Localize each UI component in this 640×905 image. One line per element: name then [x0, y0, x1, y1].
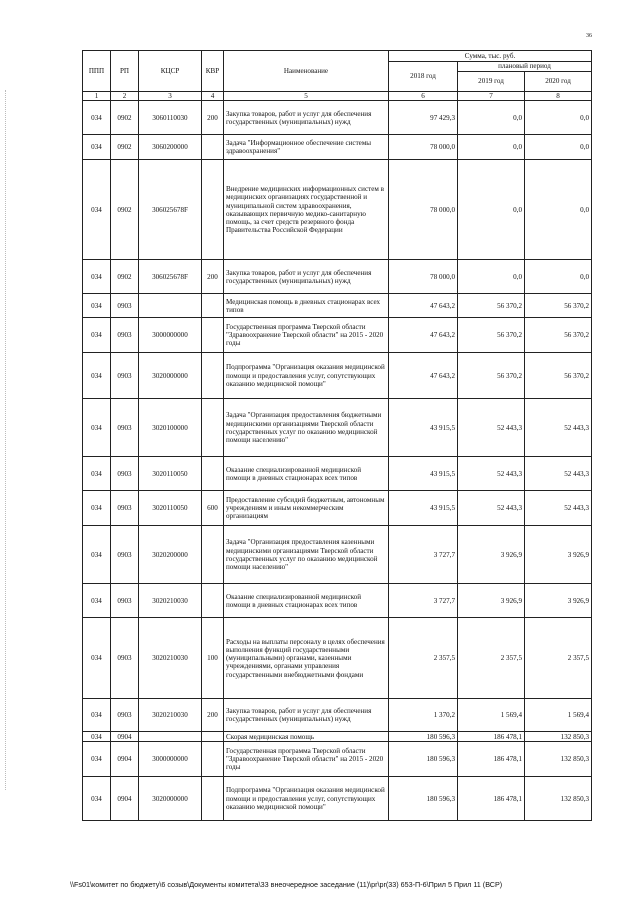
cell-ppp: 034 — [83, 584, 111, 618]
cell-name: Расходы на выплаты персоналу в целях обеспечения выполнения функций государственными (муниципальными) органами, казенными учреждениями, органами управления государственными внебюджетными фондами — [224, 618, 389, 699]
cell-rp: 0904 — [111, 777, 139, 821]
cell-kcsr: 3000000000 — [139, 742, 202, 777]
cell-2018: 180 596,3 — [389, 742, 458, 777]
cell-kcsr: 3000000000 — [139, 318, 202, 353]
cell-2020: 132 850,3 — [525, 732, 592, 742]
cell-kvr — [202, 294, 224, 318]
col-num-3: 3 — [139, 92, 202, 101]
cell-rp: 0902 — [111, 101, 139, 135]
header-2019: 2019 год — [458, 72, 525, 92]
cell-name: Подпрограмма "Организация оказания медицинской помощи и предоставления услуг, сопутствующих оказанию медицинской помощи" — [224, 777, 389, 821]
cell-2018: 78 000,0 — [389, 160, 458, 260]
cell-ppp: 034 — [83, 399, 111, 457]
cell-2018: 97 429,3 — [389, 101, 458, 135]
cell-rp: 0903 — [111, 699, 139, 732]
cell-name: Государственная программа Тверской области "Здравоохранение Тверской области" на 2015 - 2020 годы — [224, 742, 389, 777]
cell-ppp: 034 — [83, 699, 111, 732]
page-number: 36 — [586, 33, 592, 39]
header-rp: РП — [111, 51, 139, 92]
cell-kvr: 600 — [202, 491, 224, 526]
cell-rp: 0903 — [111, 294, 139, 318]
cell-name: Государственная программа Тверской области "Здравоохранение Тверской области" на 2015 - 2020 годы — [224, 318, 389, 353]
cell-kcsr: 3020210030 — [139, 699, 202, 732]
cell-ppp: 034 — [83, 732, 111, 742]
col-num-4: 4 — [202, 92, 224, 101]
cell-kvr — [202, 526, 224, 584]
cell-name: Скорая медицинская помощь — [224, 732, 389, 742]
cell-name: Закупка товаров, работ и услуг для обеспечения государственных (муниципальных) нужд — [224, 260, 389, 294]
cell-2019: 186 478,1 — [458, 732, 525, 742]
col-num-6: 6 — [389, 92, 458, 101]
table-row — [83, 101, 592, 135]
table-row — [83, 457, 592, 491]
cell-2019: 186 478,1 — [458, 777, 525, 821]
cell-2020: 0,0 — [525, 101, 592, 135]
cell-2020: 56 370,2 — [525, 353, 592, 399]
cell-2020: 56 370,2 — [525, 318, 592, 353]
header-kvr: КВР — [202, 51, 224, 92]
cell-2020: 52 443,3 — [525, 491, 592, 526]
cell-ppp: 034 — [83, 101, 111, 135]
cell-2020: 132 850,3 — [525, 742, 592, 777]
cell-2018: 43 915,5 — [389, 399, 458, 457]
cell-2018: 43 915,5 — [389, 457, 458, 491]
cell-2019: 0,0 — [458, 260, 525, 294]
cell-2019: 56 370,2 — [458, 318, 525, 353]
cell-2018: 78 000,0 — [389, 135, 458, 160]
cell-kvr — [202, 318, 224, 353]
cell-name: Задача "Организация предоставления казенными медицинскими организациями Тверской области государственных услуг по оказанию медицинской помощи населению" — [224, 526, 389, 584]
cell-kcsr — [139, 294, 202, 318]
cell-2020: 132 850,3 — [525, 777, 592, 821]
cell-ppp: 034 — [83, 353, 111, 399]
cell-kcsr: 3060110030 — [139, 101, 202, 135]
cell-2019: 186 478,1 — [458, 742, 525, 777]
cell-kvr — [202, 777, 224, 821]
cell-2018: 47 643,2 — [389, 353, 458, 399]
cell-name: Оказание специализированной медицинской помощи в дневных стационарах всех типов — [224, 584, 389, 618]
table-row — [83, 353, 592, 399]
cell-name: Подпрограмма "Организация оказания медицинской помощи и предоставления услуг, сопутствующих оказанию медицинской помощи" — [224, 353, 389, 399]
cell-ppp: 034 — [83, 260, 111, 294]
cell-2019: 0,0 — [458, 135, 525, 160]
cell-kcsr: 3020200000 — [139, 526, 202, 584]
cell-kcsr: 3020210030 — [139, 584, 202, 618]
cell-2019: 52 443,3 — [458, 491, 525, 526]
cell-2018: 3 727,7 — [389, 584, 458, 618]
cell-kcsr: 3020110050 — [139, 491, 202, 526]
cell-2019: 56 370,2 — [458, 294, 525, 318]
scan-margin-marks — [5, 90, 8, 790]
cell-name: Задача "Информационное обеспечение системы здравоохранения" — [224, 135, 389, 160]
cell-kcsr — [139, 732, 202, 742]
cell-kcsr: 306025678F — [139, 260, 202, 294]
header-ppp: ППП — [83, 51, 111, 92]
cell-kvr — [202, 135, 224, 160]
budget-table — [82, 50, 592, 821]
cell-2018: 180 596,3 — [389, 777, 458, 821]
table-row — [83, 294, 592, 318]
cell-kcsr: 3020000000 — [139, 353, 202, 399]
cell-2019: 1 569,4 — [458, 699, 525, 732]
cell-rp: 0903 — [111, 318, 139, 353]
cell-kvr — [202, 732, 224, 742]
cell-rp: 0902 — [111, 160, 139, 260]
cell-kcsr: 306025678F — [139, 160, 202, 260]
cell-name: Внедрение медицинских информационных систем в медицинских организациях государственной и муниципальной систем здравоохранения, оказывающих первичную медико-санитарную помощь, за счет средств резервного фонда Правительства Российской Федерации — [224, 160, 389, 260]
cell-2018: 43 915,5 — [389, 491, 458, 526]
cell-kcsr: 3020000000 — [139, 777, 202, 821]
cell-2019: 3 926,9 — [458, 526, 525, 584]
table-row — [83, 742, 592, 777]
header-kcsr: КЦСР — [139, 51, 202, 92]
cell-2020: 1 569,4 — [525, 699, 592, 732]
table-row — [83, 260, 592, 294]
cell-2019: 52 443,3 — [458, 399, 525, 457]
cell-name: Закупка товаров, работ и услуг для обеспечения государственных (муниципальных) нужд — [224, 699, 389, 732]
cell-2020: 0,0 — [525, 160, 592, 260]
col-num-8: 8 — [525, 92, 592, 101]
cell-2019: 2 357,5 — [458, 618, 525, 699]
cell-kvr — [202, 353, 224, 399]
table-row — [83, 699, 592, 732]
cell-ppp: 034 — [83, 742, 111, 777]
cell-2020: 0,0 — [525, 135, 592, 160]
cell-rp: 0903 — [111, 353, 139, 399]
cell-2018: 47 643,2 — [389, 318, 458, 353]
table-row — [83, 399, 592, 457]
cell-rp: 0902 — [111, 260, 139, 294]
cell-rp: 0903 — [111, 457, 139, 491]
cell-kvr: 100 — [202, 618, 224, 699]
cell-kvr — [202, 457, 224, 491]
cell-2020: 56 370,2 — [525, 294, 592, 318]
cell-rp: 0902 — [111, 135, 139, 160]
cell-2020: 52 443,3 — [525, 399, 592, 457]
cell-rp: 0903 — [111, 491, 139, 526]
cell-2020: 3 926,9 — [525, 584, 592, 618]
cell-2018: 1 370,2 — [389, 699, 458, 732]
cell-2018: 3 727,7 — [389, 526, 458, 584]
cell-2020: 2 357,5 — [525, 618, 592, 699]
cell-kcsr: 3020110050 — [139, 457, 202, 491]
cell-rp: 0903 — [111, 399, 139, 457]
cell-ppp: 034 — [83, 135, 111, 160]
cell-kvr — [202, 584, 224, 618]
cell-ppp: 034 — [83, 294, 111, 318]
cell-kvr — [202, 742, 224, 777]
cell-2019: 3 926,9 — [458, 584, 525, 618]
cell-kcsr: 3060200000 — [139, 135, 202, 160]
cell-kvr — [202, 160, 224, 260]
cell-kcsr: 3020100000 — [139, 399, 202, 457]
cell-rp: 0904 — [111, 742, 139, 777]
table-row — [83, 526, 592, 584]
cell-rp: 0903 — [111, 526, 139, 584]
col-num-2: 2 — [111, 92, 139, 101]
cell-kvr: 200 — [202, 260, 224, 294]
table-row — [83, 777, 592, 821]
header-name: Наименование — [224, 51, 389, 92]
cell-2018: 78 000,0 — [389, 260, 458, 294]
cell-2020: 0,0 — [525, 260, 592, 294]
table-row — [83, 584, 592, 618]
table-row — [83, 618, 592, 699]
cell-kvr: 200 — [202, 699, 224, 732]
cell-ppp: 034 — [83, 618, 111, 699]
header-2020: 2020 год — [525, 72, 592, 92]
cell-name: Оказание специализированной медицинской помощи в дневных стационарах всех типов — [224, 457, 389, 491]
header-sum: Сумма, тыс. руб. — [389, 51, 592, 62]
table-row — [83, 160, 592, 260]
cell-ppp: 034 — [83, 160, 111, 260]
cell-name: Закупка товаров, работ и услуг для обеспечения государственных (муниципальных) нужд — [224, 101, 389, 135]
cell-2019: 0,0 — [458, 160, 525, 260]
cell-2018: 2 357,5 — [389, 618, 458, 699]
cell-kcsr: 3020210030 — [139, 618, 202, 699]
cell-2020: 3 926,9 — [525, 526, 592, 584]
cell-2019: 56 370,2 — [458, 353, 525, 399]
cell-kvr: 200 — [202, 101, 224, 135]
cell-rp: 0903 — [111, 584, 139, 618]
table-row — [83, 318, 592, 353]
cell-ppp: 034 — [83, 318, 111, 353]
col-num-7: 7 — [458, 92, 525, 101]
cell-2018: 180 596,3 — [389, 732, 458, 742]
cell-ppp: 034 — [83, 491, 111, 526]
cell-ppp: 034 — [83, 457, 111, 491]
cell-2018: 47 643,2 — [389, 294, 458, 318]
header-plan-period: плановый период — [458, 62, 592, 72]
cell-2019: 0,0 — [458, 101, 525, 135]
cell-rp: 0904 — [111, 732, 139, 742]
col-num-5: 5 — [224, 92, 389, 101]
file-path-footer: \\Fs01\комитет по бюджету\6 созыв\Документы комитета\33 внеочередное заседание (11)\pr\pr(33) 653-П-6\Прил 5 Прил 11 (ВСР) — [70, 880, 503, 889]
table-row — [83, 491, 592, 526]
cell-ppp: 034 — [83, 526, 111, 584]
cell-2020: 52 443,3 — [525, 457, 592, 491]
cell-name: Предоставление субсидий бюджетным, автономным учреждениям и иным некоммерческим организациям — [224, 491, 389, 526]
cell-rp: 0903 — [111, 618, 139, 699]
col-num-1: 1 — [83, 92, 111, 101]
cell-2019: 52 443,3 — [458, 457, 525, 491]
cell-name: Задача "Организация предоставления бюджетными медицинскими организациями Тверской области государственных услуг по оказанию медицинской помощи населению" — [224, 399, 389, 457]
table-row — [83, 135, 592, 160]
header-2018: 2018 год — [389, 62, 458, 92]
table-row — [83, 732, 592, 742]
cell-name: Медицинская помощь в дневных стационарах всех типов — [224, 294, 389, 318]
cell-ppp: 034 — [83, 777, 111, 821]
cell-kvr — [202, 399, 224, 457]
